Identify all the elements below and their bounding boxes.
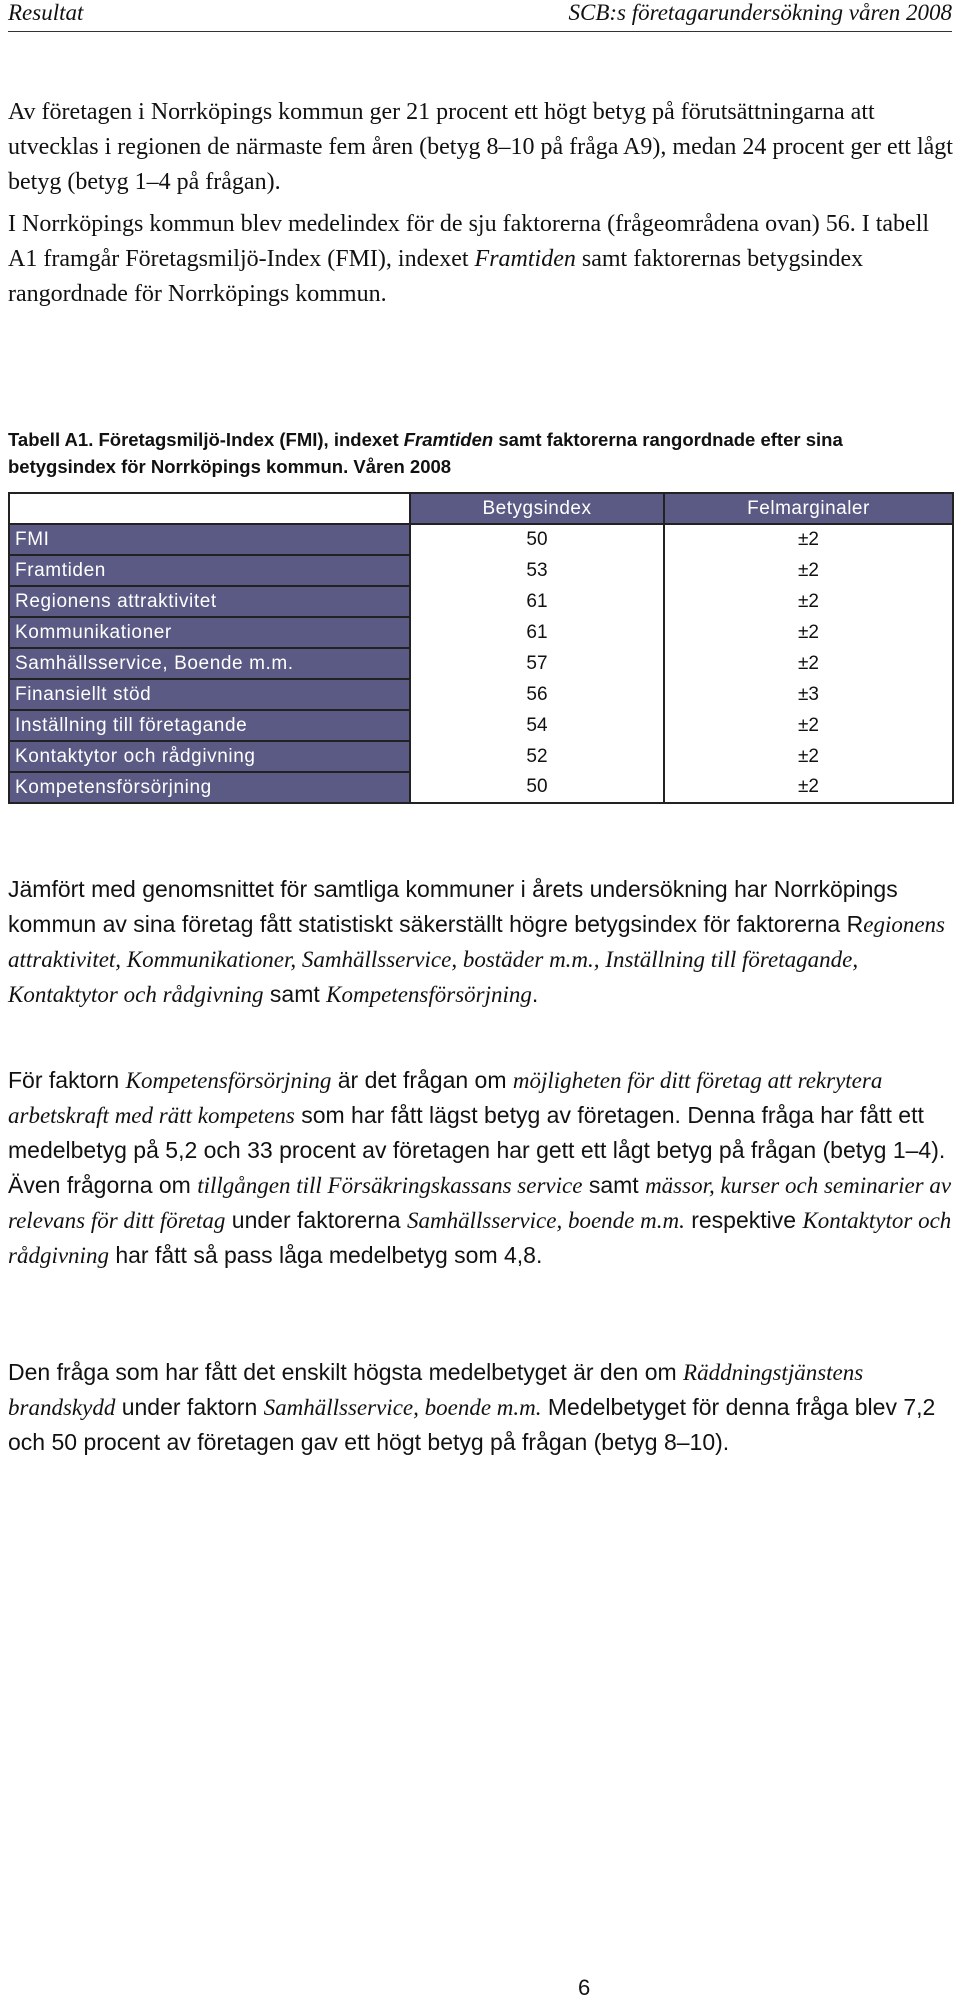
header-section-title: Resultat xyxy=(8,0,84,25)
paragraph-future-rating xyxy=(8,95,954,200)
table-row xyxy=(9,710,953,741)
row-label: Regionens attraktivitet xyxy=(9,586,410,617)
row-label: Finansiellt stöd xyxy=(9,679,410,710)
competence-italic-l: Kontaktytor och rådgivning xyxy=(8,1208,952,1268)
row-index: 61 xyxy=(410,586,664,617)
highest-italic-d: Samhällsservice, boende m.m. xyxy=(263,1395,542,1420)
row-label: Kompetensförsörjning xyxy=(9,772,410,803)
row-label: Samhällsservice, Boende m.m. xyxy=(9,648,410,679)
competence-text-i: under faktorerna xyxy=(225,1207,407,1233)
row-index: 61 xyxy=(410,617,664,648)
row-index: 50 xyxy=(410,772,664,803)
row-index: 57 xyxy=(410,648,664,679)
table-row xyxy=(9,555,953,586)
paragraph-mean-index xyxy=(8,207,954,312)
index-table xyxy=(8,492,954,804)
header-rule xyxy=(8,31,952,32)
row-label: Kontaktytor och rådgivning xyxy=(9,741,410,772)
row-label: Kommunikationer xyxy=(9,617,410,648)
comparison-text-a: Jämfört med genomsnittet för samtliga kommuner i årets undersökning har Norrköpings kommun av sina företag fått statistiskt säkerställt högre betygsindex för faktorerna R xyxy=(8,876,898,937)
row-label: Inställning till företagande xyxy=(9,710,410,741)
row-margin: ±2 xyxy=(664,555,953,586)
caption-text-a: Tabell A1. Företagsmiljö-Index (FMI), indexet xyxy=(8,429,404,450)
competence-italic-b: Kompetensförsörjning xyxy=(125,1068,332,1093)
table-header-blank xyxy=(9,493,410,524)
row-margin: ±2 xyxy=(664,524,953,555)
table-row xyxy=(9,679,953,710)
table-row xyxy=(9,772,953,803)
row-index: 54 xyxy=(410,710,664,741)
table-row xyxy=(9,741,953,772)
row-margin: ±2 xyxy=(664,772,953,803)
competence-italic-d: möjligheten för ditt företag att rekrytera arbetskraft med rätt kompetens xyxy=(8,1068,883,1128)
row-index: 56 xyxy=(410,679,664,710)
table-header-row xyxy=(9,493,953,524)
paragraph-future-rating-text: Av företagen i Norrköpings kommun ger 21 procent ett högt betyg på förutsättningarna att utvecklas i regionen de närmaste fem åren (betyg 8–10 på fråga A9), medan 24 procent ger ett lågt betyg (betyg 1–4 på frågan). xyxy=(8,99,953,195)
highest-italic-b: Räddningstjänstens brandskydd xyxy=(8,1360,864,1420)
row-margin: ±3 xyxy=(664,679,953,710)
row-index: 50 xyxy=(410,524,664,555)
row-label: FMI xyxy=(9,524,410,555)
column-header-index: Betygsindex xyxy=(410,493,664,524)
competence-text-g: samt xyxy=(582,1172,646,1198)
row-index: 53 xyxy=(410,555,664,586)
paragraph-comparison xyxy=(8,872,954,1012)
comparison-italic-factors: egionens attraktivitet, Kommunikationer, Samhällsservice, bostäder m.m., Inställning till företagande, Kontaktytor och rådgivning xyxy=(8,912,945,1007)
row-margin: ±2 xyxy=(664,710,953,741)
competence-text-a: För faktorn xyxy=(8,1067,126,1093)
page-header xyxy=(0,0,960,34)
paragraph-mean-index-text: I Norrköpings kommun blev medelindex för de sju faktorerna (frågeområdena ovan) 56. I tabell A1 framgår Företagsmiljö-Index (FMI), indexet xyxy=(8,211,930,272)
competence-text-c: är det frågan om xyxy=(331,1067,513,1093)
highest-text-c: under faktorn xyxy=(115,1394,264,1420)
table-row xyxy=(9,524,953,555)
comparison-text-c: samt xyxy=(263,981,327,1007)
paragraph-highest xyxy=(8,1355,954,1460)
competence-text-e: som har fått lägst betyg av företagen. Denna fråga har fått ett medelbetyg på 5,2 och 33 procent av företagen har gett ett lågt betyg på frågan (betyg 1–4). Även frågorna om xyxy=(8,1102,946,1198)
competence-text-k: respektive xyxy=(684,1207,803,1233)
table-row xyxy=(9,586,953,617)
competence-italic-j: Samhällsservice, boende m.m. xyxy=(406,1208,685,1233)
row-margin: ±2 xyxy=(664,617,953,648)
row-index: 52 xyxy=(410,741,664,772)
row-margin: ±2 xyxy=(664,586,953,617)
caption-text-c: samt faktorerna rangordnade efter sina betygsindex för Norrköpings kommun. Våren 2008 xyxy=(8,429,843,477)
comparison-text-e: . xyxy=(531,981,539,1007)
paragraph-mean-index-end: samt faktorernas betygsindex rangordnade för Norrköpings kommun. xyxy=(8,246,864,307)
competence-italic-f: tillgången till Försäkringskassans service xyxy=(197,1173,583,1198)
competence-text-m: har fått så pass låga medelbetyg som 4,8. xyxy=(108,1242,543,1268)
highest-text-e: Medelbetyget för denna fråga blev 7,2 och 50 procent av företagen gav ett högt betyg på frågan (betyg 8–10). xyxy=(8,1394,936,1455)
row-margin: ±2 xyxy=(664,648,953,679)
table-row xyxy=(9,617,953,648)
column-header-margin: Felmarginaler xyxy=(664,493,953,524)
italic-framtiden: Framtiden xyxy=(474,246,576,272)
row-label: Framtiden xyxy=(9,555,410,586)
paragraph-competence xyxy=(8,1063,954,1273)
row-margin: ±2 xyxy=(664,741,953,772)
table-caption xyxy=(8,426,954,480)
table-row xyxy=(9,648,953,679)
caption-italic-framtiden: Framtiden xyxy=(403,429,494,450)
comparison-italic-competence: Kompetensförsörjning xyxy=(326,982,532,1007)
header-publication-title: SCB:s företagarundersökning våren 2008 xyxy=(568,0,952,25)
competence-italic-h: mässor, kurser och seminarier av relevans för ditt företag xyxy=(8,1173,952,1233)
page-number: 6 xyxy=(578,1975,591,2000)
highest-text-a: Den fråga som har fått det enskilt högsta medelbetyget är den om xyxy=(8,1359,684,1385)
